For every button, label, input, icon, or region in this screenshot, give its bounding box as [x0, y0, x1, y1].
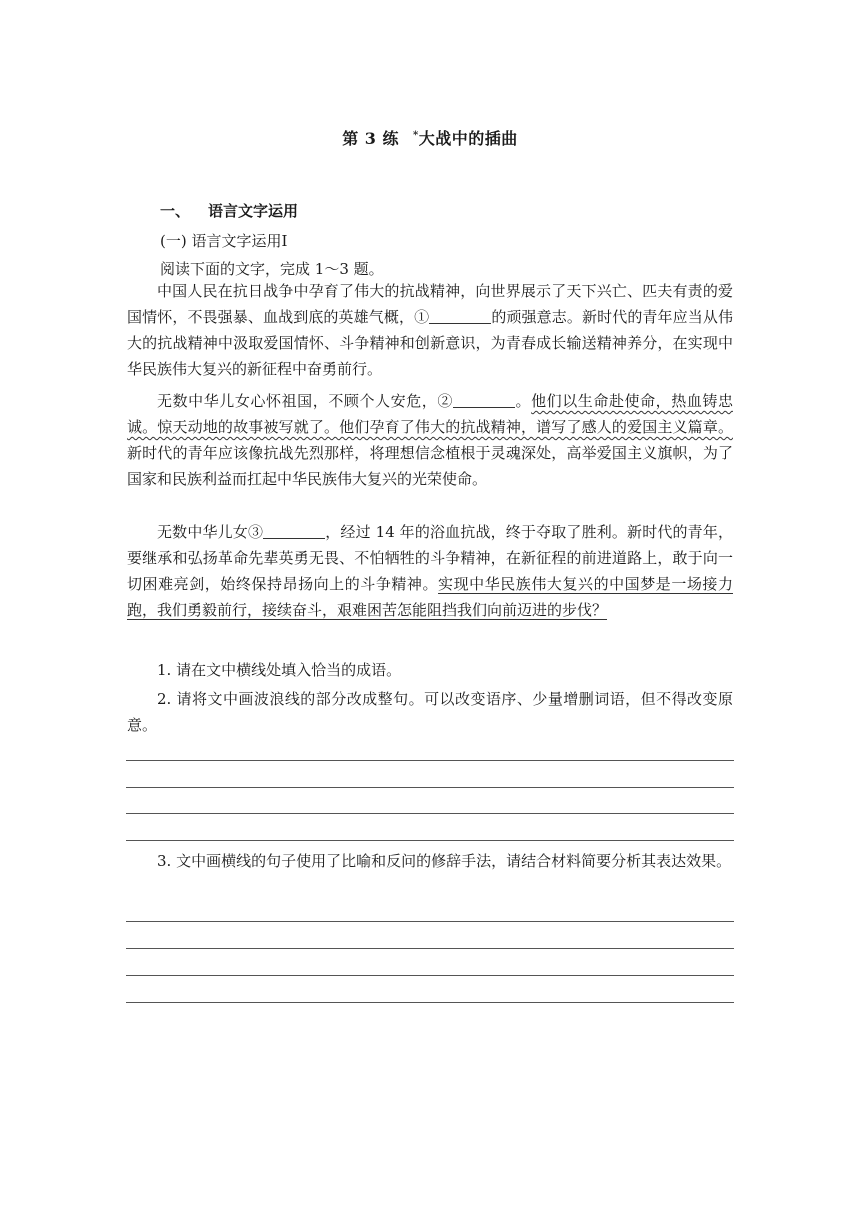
- question-2: 2. 请将文中画波浪线的部分改成整句。可以改变语序、少量增删词语，但不得改变原意。: [127, 690, 733, 734]
- paragraph-3-text-a: 无数中华儿女③: [157, 523, 264, 541]
- title-main: 第 3 练: [342, 129, 400, 148]
- answer-line-q2-1[interactable]: [126, 760, 734, 761]
- answer-line-q2-3[interactable]: [126, 813, 734, 814]
- answer-line-q2-4[interactable]: [126, 840, 734, 841]
- paragraph-2-text-c: 新时代的青年应该像抗战先烈那样，将理想信念植根于灵魂深处，高举爱国主义旗帜，为了国家和民族利益而扛起中华民族伟大复兴的光荣使命。: [127, 444, 733, 488]
- blank-1[interactable]: [429, 309, 491, 324]
- title-mark: *: [413, 129, 419, 141]
- title-sub: 大战中的插曲: [418, 129, 518, 148]
- paragraph-1-text-b: 的顽强意志。新时代的青年应当从伟大的抗战精神中汲取爱国情怀、斗争精神和创新意识，为青春成长输送精神养分，在实现中华民族伟大复兴的新征程中奋勇前行。: [127, 308, 733, 378]
- paragraph-2: [127, 388, 733, 492]
- answer-line-q3-4[interactable]: [126, 1002, 734, 1003]
- section-heading-number: 一、: [160, 202, 191, 220]
- paragraph-2-text-a: 无数中华儿女心怀祖国，不顾个人安危，②: [157, 392, 453, 410]
- answer-line-q3-3[interactable]: [126, 975, 734, 976]
- blank-3[interactable]: [263, 524, 325, 539]
- question-1: 1. 请在文中横线处填入恰当的成语。: [157, 661, 402, 679]
- answer-line-q3-1[interactable]: [126, 921, 734, 922]
- section-heading: [160, 200, 298, 221]
- answer-line-q2-2[interactable]: [126, 787, 734, 788]
- paragraph-2-text-b: 。: [514, 392, 532, 410]
- answer-line-q3-2[interactable]: [126, 948, 734, 949]
- wavy-underlined-passage: 他们以生命赴使命，热血铸忠诚。惊天动地的故事被写就了。他们孕育了伟大的抗战精神，谱写了感人的爱国主义篇章。: [127, 392, 733, 436]
- paragraph-3-text-b: ，经过 14 年的浴血抗战，终于夺取了胜利。新时代的青年，要继承和弘扬革命先辈英勇无畏、不怕牺牲的斗争精神，在新征程的前进道路上，敢于向一切困难亮剑，始终保持昂扬向上的斗争精神。: [127, 523, 733, 593]
- reading-instruction: 阅读下面的文字，完成 1～3 题。: [160, 260, 384, 278]
- paragraph-1: [127, 278, 733, 382]
- page-title: [0, 126, 860, 149]
- paragraph-3: [127, 519, 733, 623]
- underlined-sentence: 实现中华民族伟大复兴的中国梦是一场接力跑，我们勇毅前行，接续奋斗，艰难困苦怎能阻挡我们向前迈进的步伐？: [127, 575, 733, 619]
- section-subheading: (一) 语言文字运用Ⅰ: [160, 232, 288, 250]
- section-heading-text: 语言文字运用: [208, 202, 299, 220]
- question-3: 3. 文中画横线的句子使用了比喻和反问的修辞手法，请结合材料简要分析其表达效果。: [157, 852, 732, 870]
- paragraph-1-text-a: 中国人民在抗日战争中孕育了伟大的抗战精神，向世界展示了天下兴亡、匹夫有责的爱国情怀，不畏强暴、血战到底的英雄气概，①: [127, 282, 733, 326]
- blank-2[interactable]: [453, 393, 515, 408]
